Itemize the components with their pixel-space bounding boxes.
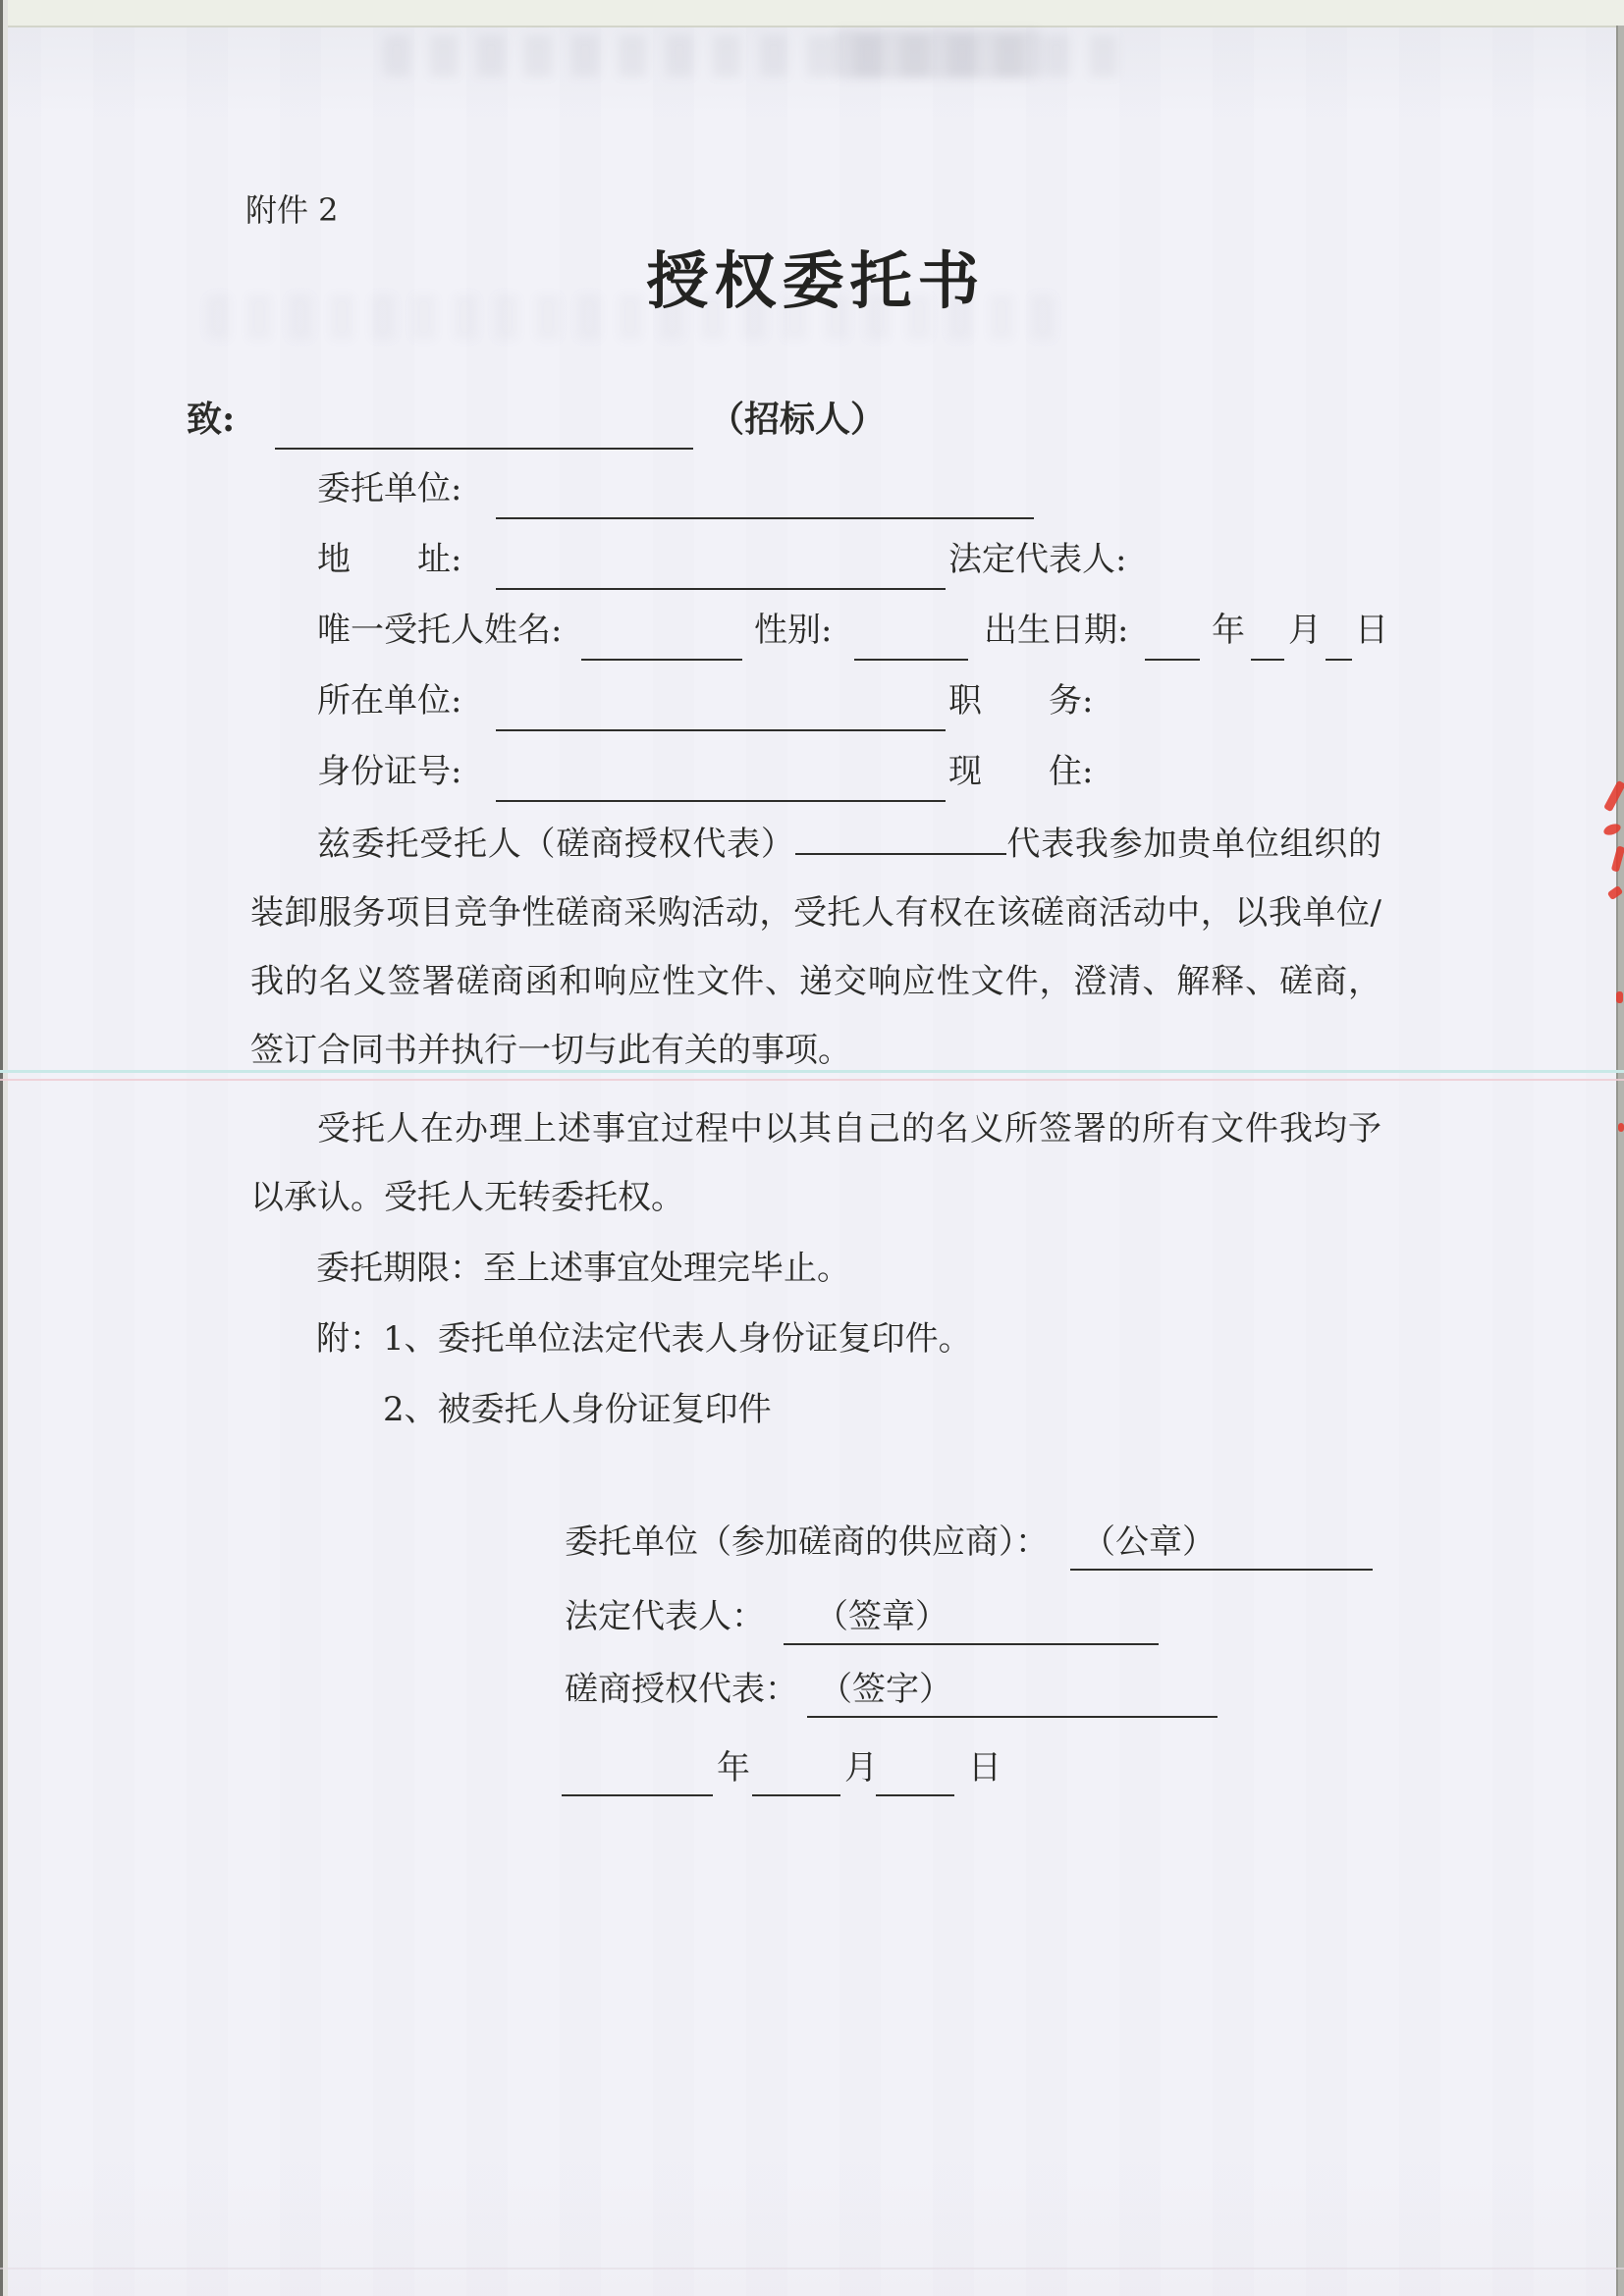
id-number-blank [496,800,946,802]
date-month-char: 月 [844,1748,878,1788]
signature-agent-blank [807,1716,1218,1718]
birth-month-blank [1251,659,1284,661]
signature-legal-rep-label: 法定代表人： [565,1597,765,1636]
address-blank [496,588,946,590]
birth-day-char: 日 [1355,611,1388,650]
entrust-unit-blank [496,517,1034,519]
red-stamp-fragment [1616,991,1623,1003]
page-title: 授权委托书 [646,245,986,317]
authorization-paragraph-suffix: 代表我参加贵单位组织的装卸服务项目竞争性磋商采购活动，受托人有权在该磋商活动中，以我单位/我的名义签署磋商函和响应性文件、递交响应性文件，澄清、解释、磋商，签订合同书并执行一切与此有关的事项。 [250,825,1381,1070]
trustee-name-blank [581,659,742,661]
to-label: 致: [187,399,236,440]
birth-date-label: 出生日期: [984,611,1129,650]
signature-legal-rep-blank [784,1643,1159,1645]
agent-name-blank [795,824,1006,855]
signature-unit-label: 委托单位（参加磋商的供应商）： [565,1522,1049,1562]
scan-bottom-edge-line [0,2268,1624,2269]
scan-crease-line-cyan [0,1070,1624,1073]
date-year-char: 年 [717,1748,750,1788]
signature-legal-rep-hint: （签章） [815,1597,948,1636]
scan-crease-line-pink [0,1079,1624,1081]
entrust-unit-label: 委托单位: [317,469,462,508]
trustee-name-label: 唯一受托人姓名: [317,611,563,650]
term-line: 委托期限：至上述事宜处理完毕止。 [316,1249,850,1288]
red-stamp-fragment [1618,1123,1624,1132]
work-unit-blank [496,729,946,731]
signature-agent-label: 磋商授权代表： [565,1670,798,1709]
birth-month-char: 月 [1288,611,1322,650]
date-year-blank [562,1794,713,1796]
page-right-edge-strip [1618,26,1624,2296]
recipient-hint: （招标人） [709,399,887,440]
page-left-edge-highlight [3,0,8,2296]
work-unit-label: 所在单位: [317,681,462,721]
signature-agent-hint: （签字） [819,1670,952,1709]
attachment-label: 附件 2 [245,191,339,229]
date-month-blank [752,1794,840,1796]
gender-label: 性别: [754,611,833,650]
gender-blank [854,659,968,661]
signature-unit-blank [1070,1569,1373,1571]
date-day-char: 日 [968,1748,1001,1788]
scanner-top-band [0,0,1624,27]
residence-label: 现 住: [948,752,1094,791]
id-number-label: 身份证号: [317,752,462,791]
address-label: 地 址: [317,540,462,579]
acknowledgement-paragraph: 受托人在办理上述事宜过程中以其自己的名义所签署的所有文件我均予以承认。受托人无转委托权。 [250,1109,1381,1217]
position-label: 职 务: [948,681,1094,721]
attachment-item-2: 2、被委托人身份证复印件 [383,1390,772,1429]
birth-year-blank [1145,659,1200,661]
authorization-paragraph [250,810,1381,1085]
signature-unit-seal-hint: （公章） [1082,1522,1216,1562]
bleedthrough-smudge-top-right [835,29,1041,79]
birth-year-char: 年 [1212,611,1245,650]
date-day-blank [876,1794,954,1796]
to-blank-line [275,448,693,450]
birth-day-blank [1326,659,1352,661]
attachment-item-1: 附：1、委托单位法定代表人身份证复印件。 [316,1319,972,1359]
legal-rep-label: 法定代表人: [948,540,1127,579]
authorization-paragraph-prefix: 兹委托受托人（磋商授权代表） [317,825,795,864]
